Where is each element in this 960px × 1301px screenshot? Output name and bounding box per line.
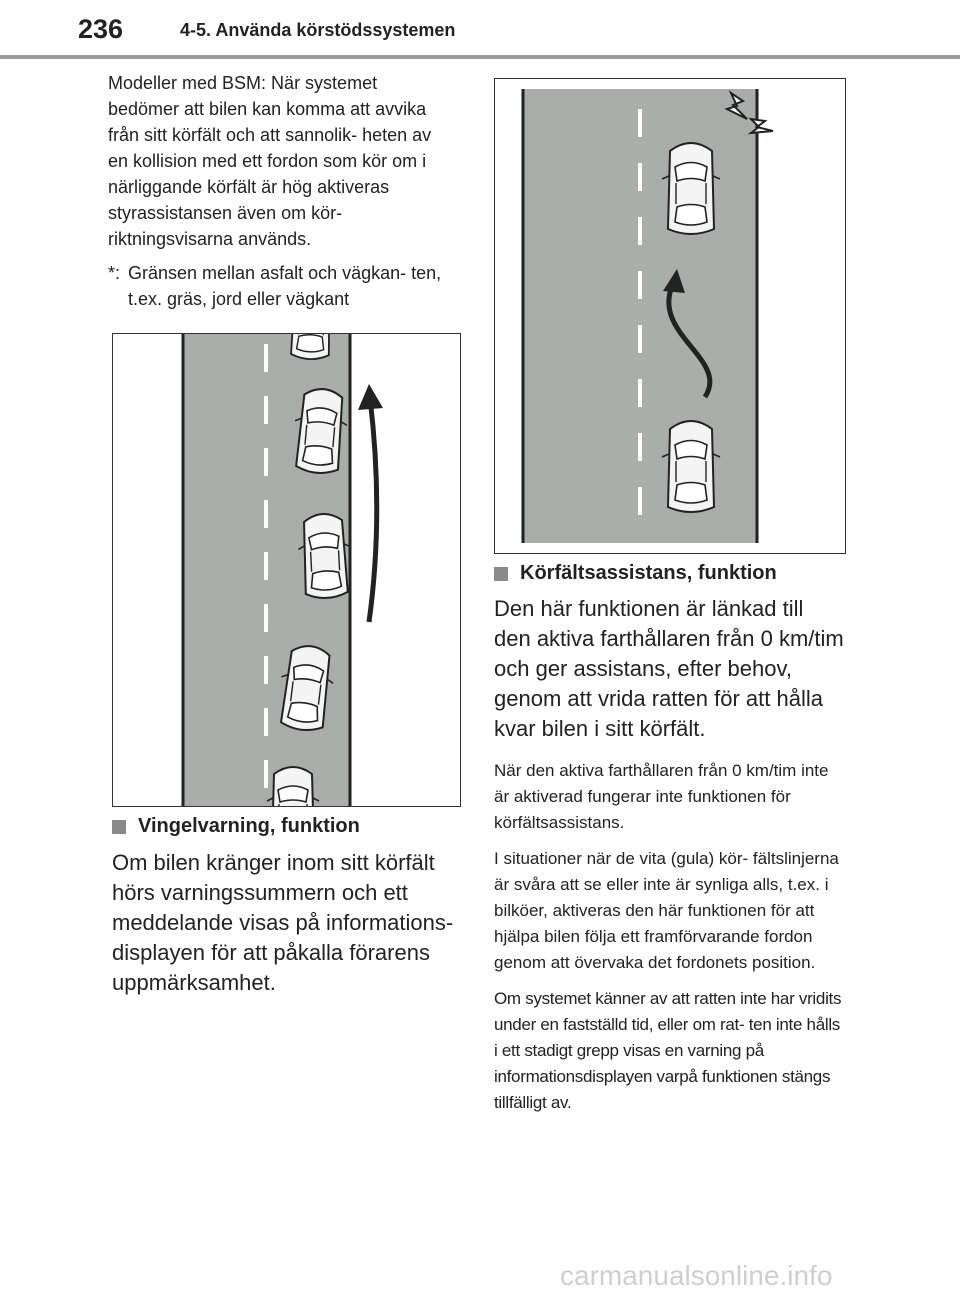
lane-assist-para-3: Om systemet känner av att ratten inte har vridits under en fastställd tid, eller om rat- ten inte hålls i ett stadigt grepp visas en varning på informationsdisplayen varpå funktionen stängs tillfälligt av. bbox=[494, 989, 842, 1112]
direction-arrow bbox=[369, 398, 377, 622]
lane-road-svg bbox=[495, 79, 845, 553]
chapter-title: 4-5. Använda körstödssystemen bbox=[180, 20, 456, 40]
lane-assist-heading-text: Körfältsassistans, funktion bbox=[520, 562, 777, 584]
road-surface bbox=[523, 89, 757, 543]
sway-road-svg bbox=[113, 334, 460, 806]
lane-assist-para-1: När den aktiva farthållaren från 0 km/tim inte är aktiverad fungerar inte funktionen för körfältsassistans. bbox=[494, 761, 829, 832]
footnote-mark: *: bbox=[108, 263, 121, 283]
heading-square-icon bbox=[494, 567, 508, 581]
sway-heading-text: Vingelvarning, funktion bbox=[138, 815, 360, 837]
header-rule bbox=[0, 55, 960, 59]
sway-paragraph: Om bilen kränger inom sitt körfält hörs varningssummern och ett meddelande visas på informations- displayen för att påkalla förarens uppmärksamhet. bbox=[112, 850, 454, 995]
car-icon bbox=[662, 143, 720, 234]
sway-section-body bbox=[112, 848, 462, 998]
watermark: carmanualsonline.info bbox=[560, 1260, 833, 1291]
lane-assist-para-2: I situationer när de vita (gula) kör- fältslinjerna är svåra att se eller inte är synliga alls, t.ex. i bilköer, aktiveras den här funktionen för att hjälpa bilen följa ett framförvarande fordon genom att övervaka det fordonets position. bbox=[494, 849, 839, 972]
lane-assist-body bbox=[494, 594, 844, 1116]
sway-warning-illustration bbox=[112, 333, 461, 807]
bsm-paragraph: Modeller med BSM: När systemet bedömer att bilen kan komma att avvika från sitt körfält och att sannolik- heten av en kollision med ett fordon som kör om i närliggande körfält är hög aktiveras styrassistansen även om kör- riktningsvisarna används. bbox=[108, 73, 432, 249]
page-number: 236 bbox=[78, 14, 124, 44]
left-column-intro bbox=[108, 70, 453, 312]
sway-section-heading bbox=[112, 815, 360, 838]
footnote bbox=[108, 260, 453, 312]
footnote-text: Gränsen mellan asfalt och vägkan- ten, t.ex. gräs, jord eller vägkant bbox=[128, 263, 442, 309]
page-header bbox=[0, 0, 960, 62]
lane-assist-heading bbox=[494, 562, 777, 585]
lane-assist-illustration bbox=[494, 78, 846, 554]
lane-assist-lead: Den här funktionen är länkad till den aktiva farthållaren från 0 km/tim och ger assistans, efter behov, genom att vrida ratten för att hålla kvar bilen i sitt körfält. bbox=[494, 596, 844, 741]
heading-square-icon bbox=[112, 820, 126, 834]
